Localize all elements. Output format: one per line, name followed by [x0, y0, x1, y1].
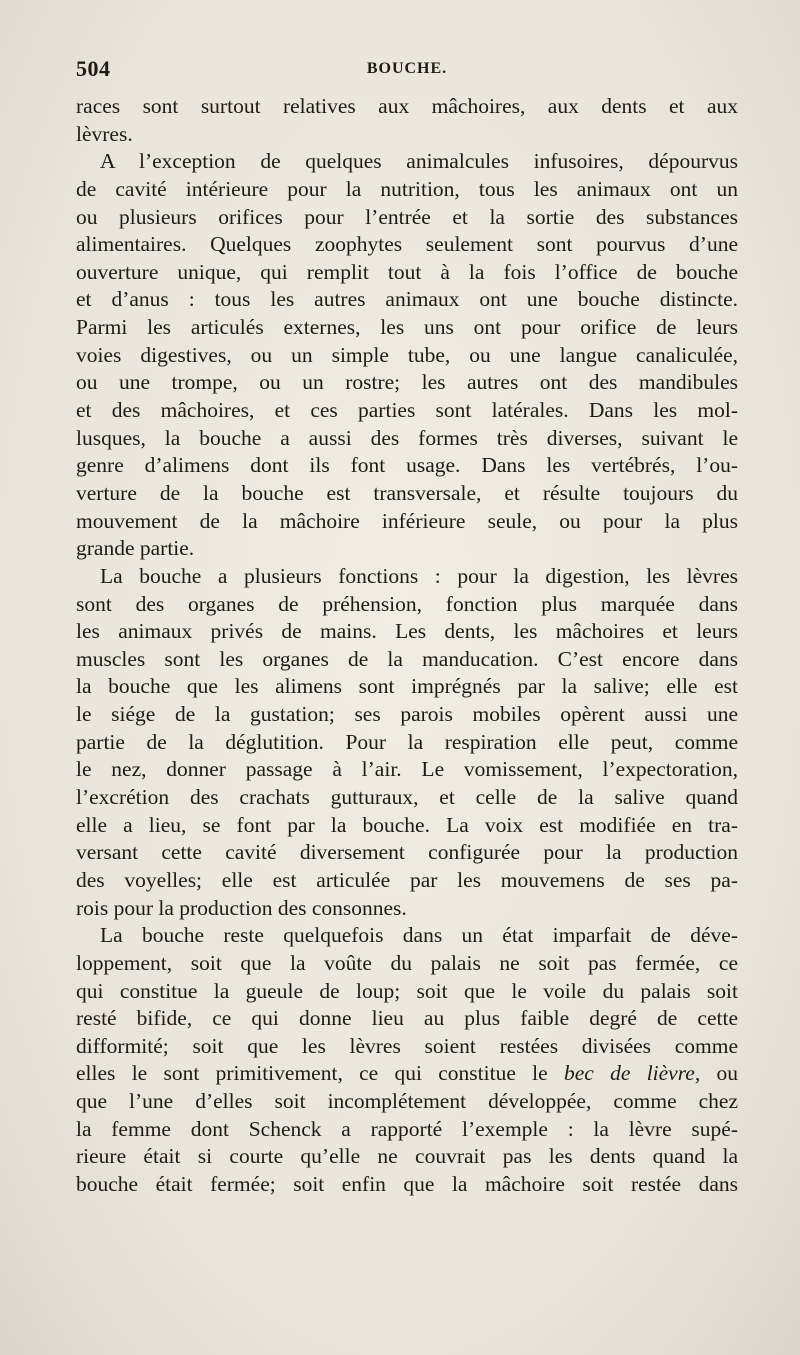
text-line: La bouche a plusieurs fonctions : pour la digestion, les lèvres — [100, 563, 738, 588]
text-line: sont des organes de préhension, fonction plus marquée dans — [76, 591, 738, 616]
page-number: 504 — [76, 56, 111, 81]
text-line: La bouche reste quelquefois dans un état imparfait de déve- — [100, 923, 738, 948]
text-line: resté bifide, ce qui donne lieu au plus faible degré de cette — [76, 1006, 738, 1031]
text-line: partie de la déglutition. Pour la respiration elle peut, comme — [76, 729, 738, 754]
text-line: des voyelles; elle est articulée par les mouvemens de ses pa- — [76, 867, 738, 892]
text-line: difformité; soit que les lèvres soient restées divisées comme — [76, 1033, 738, 1058]
body-text — [76, 93, 738, 1199]
text-line: qui constitue la gueule de loup; soit que le voile du palais soit — [76, 978, 738, 1003]
text-line: de cavité intérieure pour la nutrition, tous les animaux ont un — [76, 176, 738, 201]
text-line: races sont surtout relatives aux mâchoires, aux dents et aux — [76, 94, 738, 118]
text-line: lusques, la bouche a aussi des formes très diverses, suivant le — [76, 425, 738, 450]
italic-term: bec de lièvre — [563, 1061, 695, 1086]
text-line: A l’exception de quelques animalcules infusoires, dépourvus — [100, 149, 738, 174]
text-segment: elles le sont primitivement, ce qui constitue le — [76, 1061, 548, 1086]
text-line: les animaux privés de mains. Les dents, les mâchoires et leurs — [76, 619, 738, 644]
text-line: mouvement de la mâchoire inférieure seule, ou pour la plus — [76, 508, 738, 533]
page-header — [76, 56, 738, 86]
text-line-with-italic — [76, 1060, 738, 1088]
text-line: et d’anus : tous les autres animaux ont une bouche distincte. — [76, 287, 738, 312]
text-line: ouverture unique, qui remplit tout à la fois l’office de bouche — [76, 259, 738, 284]
text-line: et des mâchoires, et ces parties sont latérales. Dans les mol- — [76, 398, 738, 423]
text-line: la femme dont Schenck a rapporté l’exemple : la lèvre supé- — [76, 1116, 738, 1141]
text-line: verture de la bouche est transversale, et résulte toujours du — [76, 480, 738, 505]
text-line: le nez, donner passage à l’air. Le vomissement, l’expectoration, — [76, 757, 738, 782]
text-line: Parmi les articulés externes, les uns ont pour orifice de leurs — [76, 315, 738, 340]
paragraph — [76, 93, 738, 148]
paragraph — [76, 563, 738, 922]
text-line: la bouche que les alimens sont imprégnés par la salive; elle est — [76, 674, 738, 699]
text-line: lèvres. — [76, 121, 133, 146]
text-line: elle a lieu, se font par la bouche. La voix est modifiée en tra- — [76, 812, 738, 837]
text-line: alimentaires. Quelques zoophytes seulement sont pourvus d’une — [76, 232, 738, 257]
text-line: voies digestives, ou un simple tube, ou une langue canaliculée, — [76, 342, 738, 367]
paragraph — [76, 922, 738, 1198]
text-line: muscles sont les organes de la manducation. C’est encore dans — [76, 646, 738, 671]
text-line: rieure était si courte qu’elle ne couvrait pas les dents quand la — [76, 1144, 738, 1169]
paragraph — [76, 148, 738, 563]
text-line: genre d’alimens dont ils font usage. Dans les vertébrés, l’ou- — [76, 453, 738, 478]
text-line: grande partie. — [76, 536, 195, 561]
text-line: rois pour la production des consonnes. — [76, 895, 407, 920]
text-line: le siége de la gustation; ses parois mobiles opèrent aussi une — [76, 702, 738, 727]
running-title: BOUCHE. — [366, 60, 448, 77]
text-line: ou plusieurs orifices pour l’entrée et la sortie des substances — [76, 204, 738, 229]
text-line: bouche était fermée; soit enfin que la mâchoire soit restée dans — [76, 1171, 738, 1196]
text-segment: , ou — [694, 1061, 739, 1086]
text-line: loppement, soit que la voûte du palais ne soit pas fermée, ce — [76, 950, 738, 975]
text-line: que l’une d’elles soit incomplétement développée, comme chez — [76, 1089, 738, 1114]
text-line: l’excrétion des crachats gutturaux, et celle de la salive quand — [76, 785, 738, 810]
text-line: ou une trompe, ou un rostre; les autres ont des mandibules — [76, 370, 738, 395]
text-line: versant cette cavité diversement configurée pour la production — [76, 840, 738, 865]
